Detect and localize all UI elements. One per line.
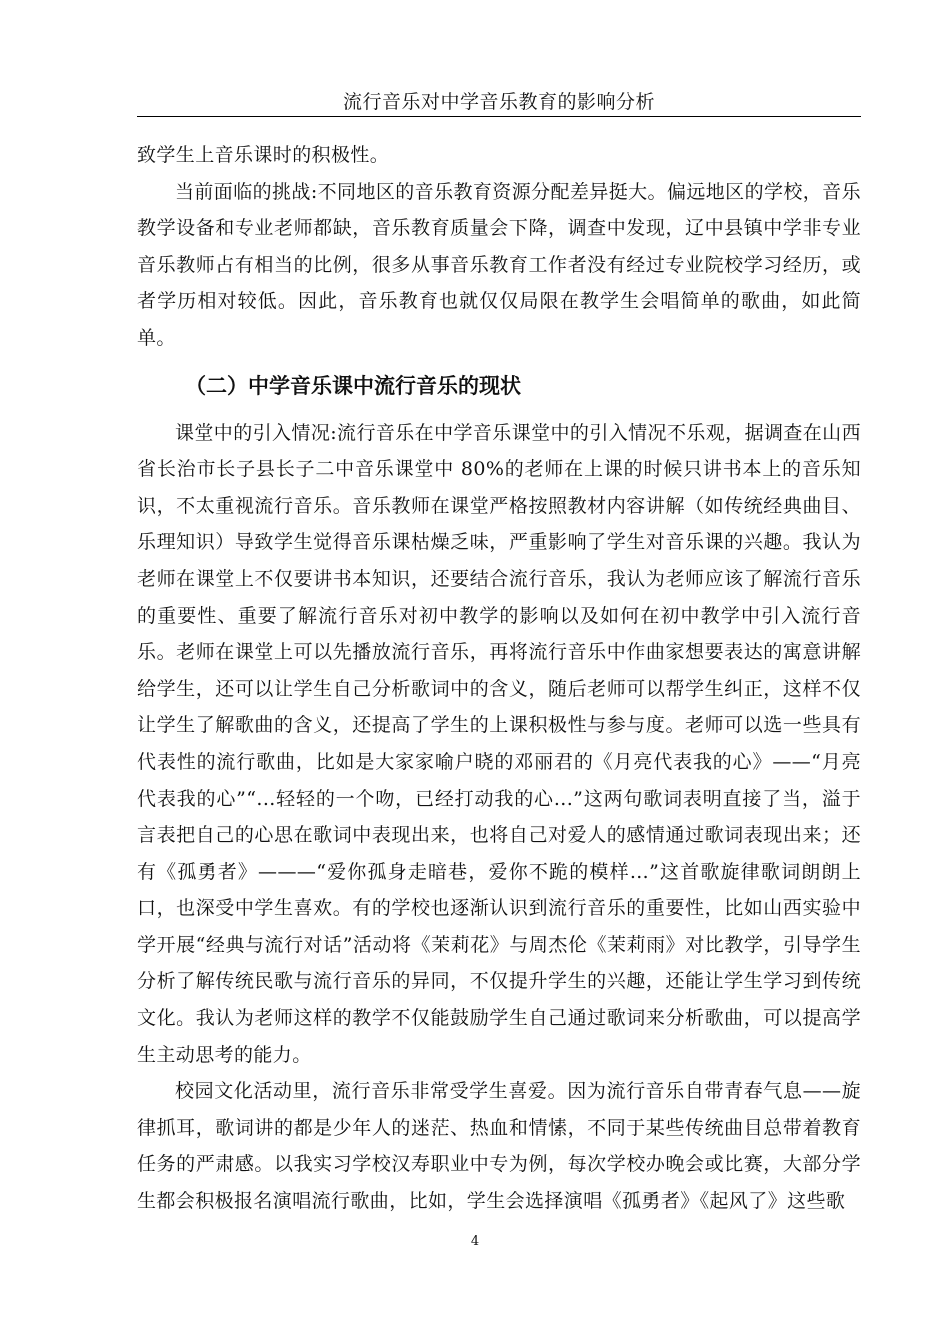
document-body xyxy=(137,137,861,1220)
paragraph-continuation: 致学生上音乐课时的积极性。 xyxy=(137,144,390,166)
paragraph-classroom-introduction: 课堂中的引入情况:流行音乐在中学音乐课堂中的引入情况不乐观，据调查在山西省长治市长子县长子二中音乐课堂中 80%的老师在上课的时候只讲书本上的音乐知识，不太重视流行音乐。音乐教师在课堂严格按照教材内容讲解（如传统经典曲目、乐理知识）导致学生觉得音乐课枯燥乏味，严重影响了学生对音乐课的兴趣。我认为老师在课堂上不仅要讲书本知识，还要结合流行音乐，我认为老师应该了解流行音乐的重要性、重要了解流行音乐对初中教学的影响以及如何在初中教学中引入流行音乐。老师在课堂上可以先播放流行音乐，再将流行音乐中作曲家想要表达的寓意讲解给学生，还可以让学生自己分析歌词中的含义，随后老师可以帮学生纠正，这样不仅让学生了解歌曲的含义，还提高了学生的上课积极性与参与度。老师可以选一些具有代表性的流行歌曲，比如是大家家喻户晓的邓丽君的《月亮代表我的心》——“月亮代表我的心”“...轻轻的一个吻，已经打动我的心...”这两句歌词表明直接了当，溢于言表把自己的心思在歌词中表现出来，也将自己对爱人的感情通过歌词表现出来；还有《孤勇者》———“爱你孤身走暗巷，爱你不跪的模样…”这首歌旋律歌词朗朗上口，也深受中学生喜欢。有的学校也逐渐认识到流行音乐的重要性，比如山西实验中学开展“经典与流行对话”活动将《茉莉花》与周杰伦《茉莉雨》对比教学，引导学生分析了解传统民歌与流行音乐的异同，不仅提升学生的兴趣，还能让学生学习到传统文化。我认为老师这样的教学不仅能鼓励学生自己通过歌词来分析歌曲，可以提高学生主动思考的能力。 xyxy=(137,421,861,1066)
running-header: 流行音乐对中学音乐教育的影响分析 xyxy=(342,91,655,113)
section-heading: （二）中学音乐课中流行音乐的现状 xyxy=(185,373,521,398)
paragraph-campus-culture: 校园文化活动里，流行音乐非常受学生喜爱。因为流行音乐自带青春气息——旋律抓耳，歌词讲的都是少年人的迷茫、热血和情愫，不同于某些传统曲目总带着教育任务的严肃感。以我实习学校汉寿职业中专为例，每次学校办晚会或比赛，大部分学生都会积极报名演唱流行歌曲，比如，学生会选择演唱《孤勇者》《起风了》这些歌 xyxy=(137,1080,861,1213)
header-divider xyxy=(137,116,861,117)
paragraph-challenges: 当前面临的挑战:不同地区的音乐教育资源分配差异挺大。偏远地区的学校，音乐教学设备和专业老师都缺，音乐教育质量会下降，调查中发现，辽中县镇中学非专业音乐教师占有相当的比例，很多从事音乐教育工作者没有经过专业院校学习经历，或者学历相对较低。因此，音乐教育也就仅仅局限在教学生会唱简单的歌曲，如此简单。 xyxy=(137,180,861,349)
page-number: 4 xyxy=(470,1234,480,1249)
